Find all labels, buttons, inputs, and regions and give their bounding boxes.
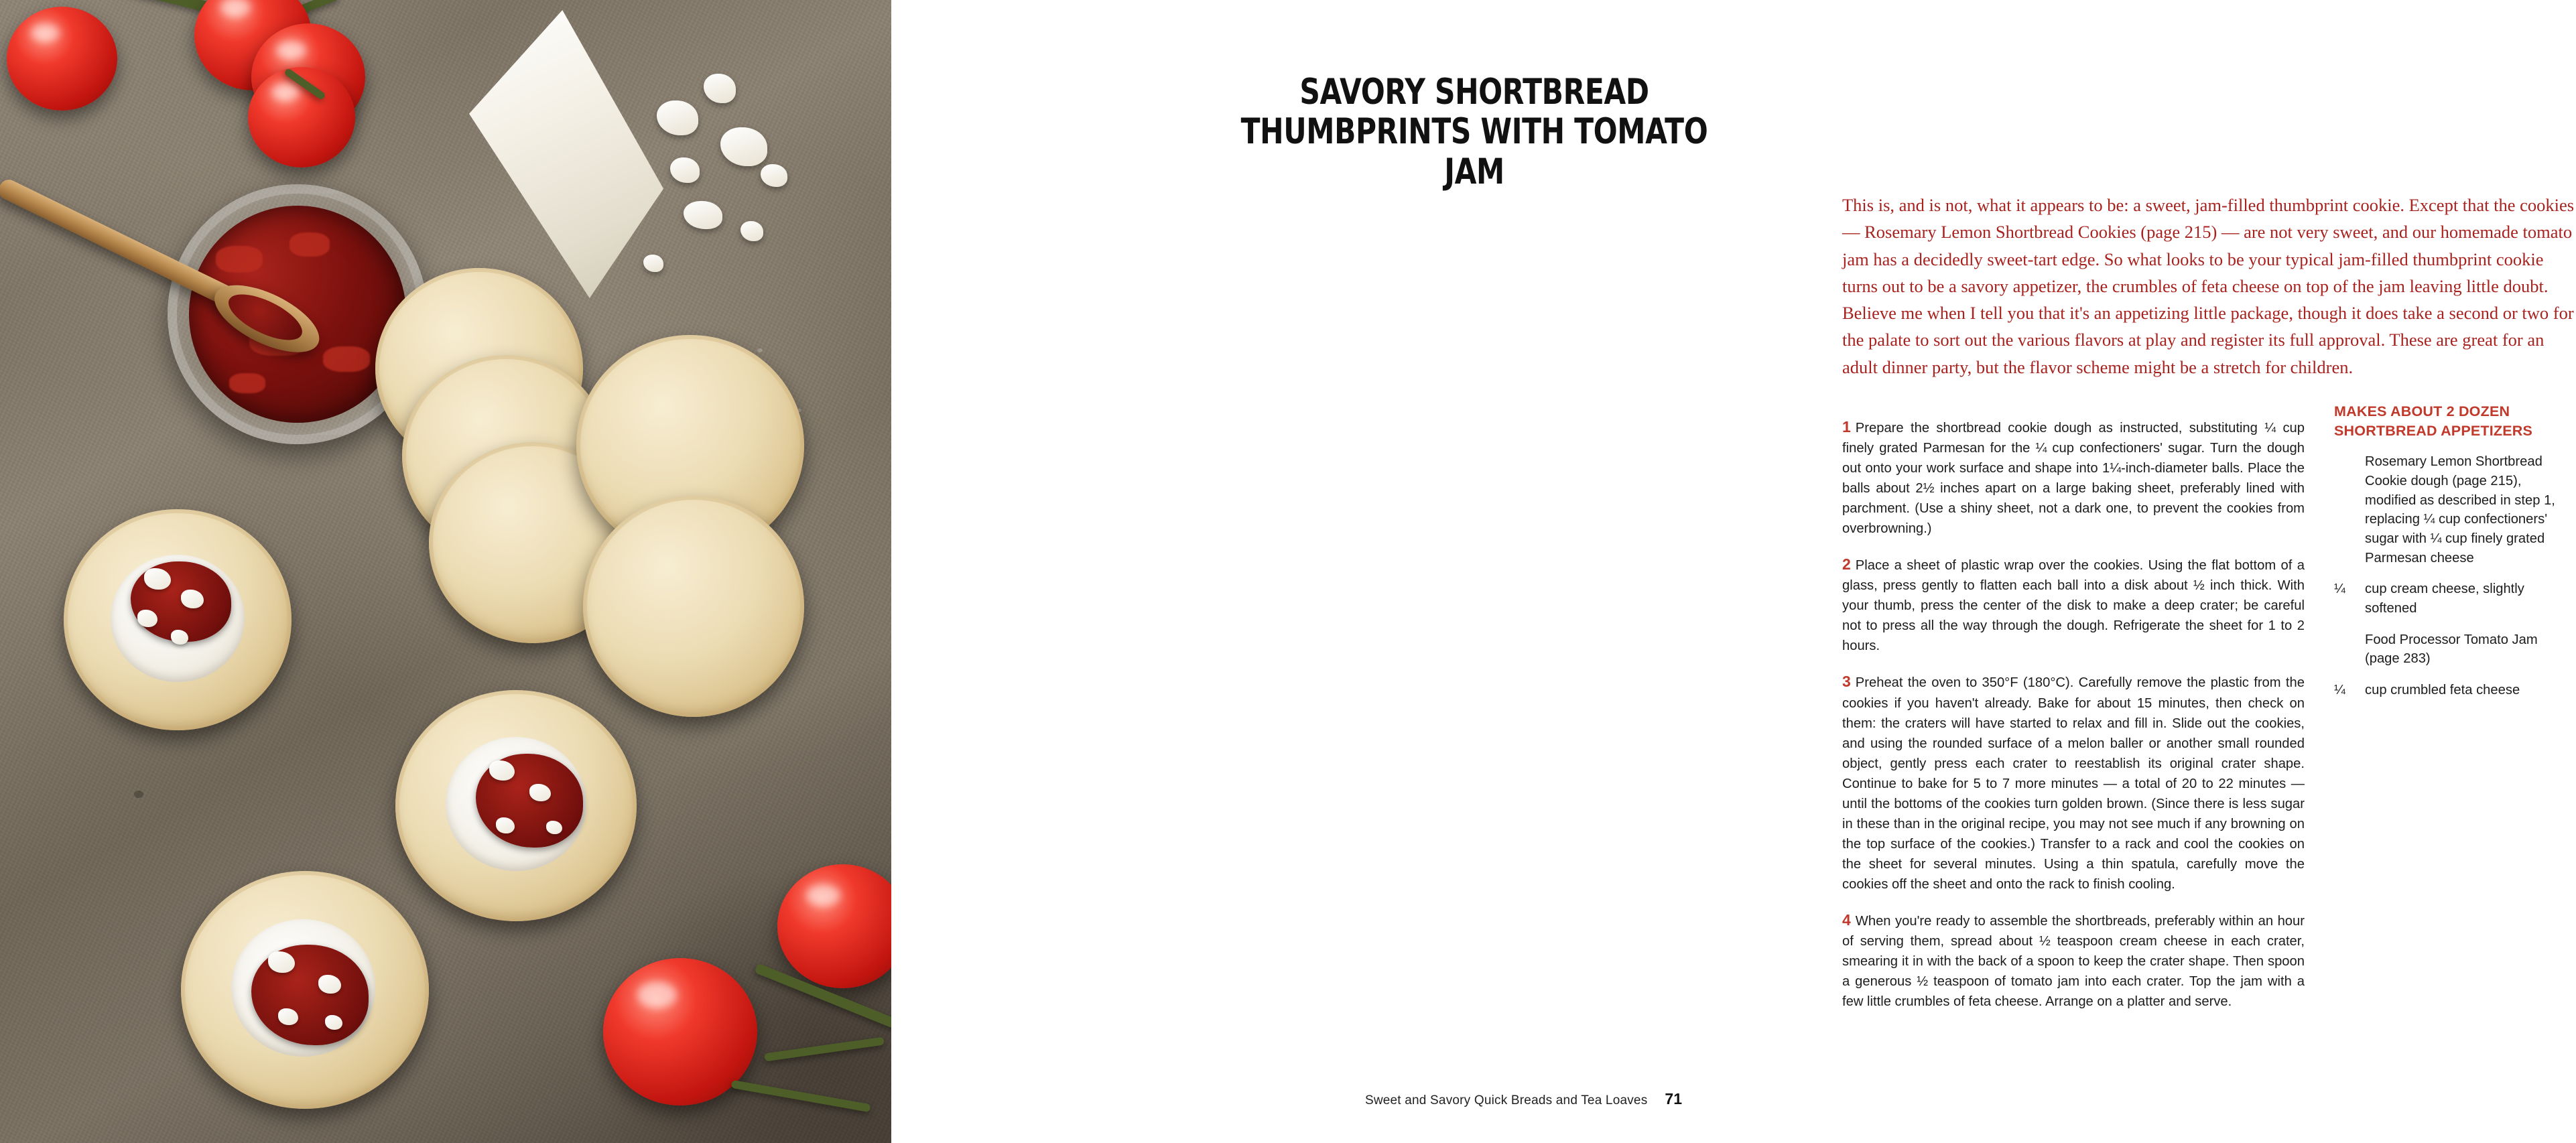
jam-texture xyxy=(289,232,330,257)
recipe-title-line-2: THUMBPRINTS WITH TOMATO JAM xyxy=(1240,111,1708,192)
page-number: 71 xyxy=(1665,1090,1682,1107)
plain-shortbread-cookie xyxy=(583,496,804,717)
feta-crumble-topping xyxy=(181,590,204,608)
pan-pit xyxy=(134,791,143,798)
feta-crumble-topping xyxy=(529,784,551,801)
step-number: 4 xyxy=(1842,911,1851,929)
page-footer xyxy=(1365,1090,1682,1108)
ingredient-amount: ¼ xyxy=(2334,582,2345,597)
flour-speck xyxy=(757,348,763,352)
jam-texture xyxy=(216,246,263,273)
step-text: Preheat the oven to 350°F (180°C). Carefully remove the plastic from the cookies if you haven't already. Bake for about 15 minutes, then check on them: the craters will have started to relax and fill in. Slide out the cookies, and using the rounded surface of a melon baller or another small rounded object, gently press each crater to reestablish its original crater shape. Continue to bake for 5 to 7 more minutes — a total of 20 to 22 minutes — until the bottoms of the cookies turn golden brown. (Since there is less sugar in these than in the original recipe, you may not see much if any browning on the top surface of the cookies.) Transfer to a rack and cool the cookies on the sheet for several minutes. Using a thin spatula, carefully move the cookies off the sheet and onto the rack to finish cooling. xyxy=(1842,675,2305,892)
tomato xyxy=(7,7,117,111)
ingredient-description: cup cream cheese, slightly softened xyxy=(2365,582,2524,616)
recipe-title-line-1: SAVORY SHORTBREAD xyxy=(1299,72,1649,113)
instructions-column xyxy=(1842,402,2305,1026)
ingredient-description: cup crumbled feta cheese xyxy=(2365,683,2520,698)
chapter-title: Sweet and Savory Quick Breads and Tea Loaves xyxy=(1364,1093,1648,1107)
recipe-step xyxy=(1842,670,2305,894)
jam-texture xyxy=(323,346,370,372)
feta-crumble-topping xyxy=(546,821,562,834)
recipe-text-page xyxy=(891,0,2575,1143)
recipe-step xyxy=(1842,553,2305,656)
step-text: When you're ready to assemble the shortbreads, preferably within an hour of serving them, spread about ½ teaspoon cream cheese in each crater, smearing it in with the back of a spoon to keep the crater shape. Then spoon a generous ½ teaspoon of tomato jam into each crater. Top the jam with a few little crumbles of feta cheese. Arrange on a platter and serve. xyxy=(1842,913,2305,1009)
ingredient-item xyxy=(2334,681,2575,700)
tomato xyxy=(777,864,908,988)
ingredient-item xyxy=(2334,452,2575,567)
page-title xyxy=(1206,72,1742,192)
step-number: 1 xyxy=(1842,418,1851,436)
recipe-body-columns xyxy=(1842,402,2576,1026)
yield-heading-line-1: MAKES ABOUT 2 DOZEN xyxy=(2334,403,2510,419)
assembled-thumbprint-cookie xyxy=(395,690,637,921)
feta-crumble-topping xyxy=(278,1008,298,1025)
ingredient-description: Food Processor Tomato Jam (page 283) xyxy=(2365,632,2538,667)
recipe-step xyxy=(1842,909,2305,1012)
feta-crumble-topping xyxy=(318,975,341,994)
feta-crumble-topping xyxy=(496,817,515,833)
recipe-step xyxy=(1842,415,2305,539)
step-text: Prepare the shortbread cookie dough as instructed, substituting ¼ cup finely grated Parmesan for the ¼ cup confectioners' sugar. Turn the dough out onto your work surface and shape into 1¼-inch-diameter balls. Place the balls about 2½ inches apart on a large baking sheet, preferably lined with parchment. (Use a shiny sheet, not a dark one, to prevent the cookies from overbrowning.) xyxy=(1842,421,2305,537)
feta-crumble-topping xyxy=(325,1015,342,1030)
recipe-intro: This is, and is not, what it appears to be: a sweet, jam-filled thumbprint cookie. Except that the cookies — Rosemary Lemon Shortbread Cookies (page 215) — are not very sweet, and our homemade tomato jam has a decidedly sweet-tart edge. So what looks to be your typical jam-filled thumbprint cookie turns out to be a savory appetizer, the crumbles of feta cheese on top of the jam leaving little doubt. Believe me when I tell you that it's an appetizing little package, though it does take a second or two for the palate to sort out the various flavors at play and register its full approval. These are great for an adult dinner party, but the flavor scheme might be a stretch for children. xyxy=(1842,195,2575,377)
assembled-thumbprint-cookie xyxy=(64,509,292,730)
assembled-thumbprint-cookie xyxy=(181,871,429,1109)
step-text: Place a sheet of plastic wrap over the cookies. Using the flat bottom of a glass, press gently to flatten each ball into a disk about ½ inch thick. With your thumb, press the center of the disk to make a deep crater; be careful not to press all the way through the dough. Refrigerate the sheet for 1 to 2 hours. xyxy=(1842,558,2305,654)
ingredients-column xyxy=(2334,402,2575,1026)
ingredient-item xyxy=(2334,630,2575,669)
jam-texture xyxy=(229,373,265,393)
step-number: 2 xyxy=(1842,555,1851,574)
feta-crumble-topping xyxy=(171,630,188,645)
ingredient-amount: ¼ xyxy=(2334,683,2345,698)
feta-crumble-topping xyxy=(137,610,157,627)
ingredient-item xyxy=(2334,580,2575,618)
ingredient-description: Rosemary Lemon Shortbread Cookie dough (page 215), modified as described in step 1, replacing ¼ cup confectioners' sugar with ¼ cup finely grated Parmesan cheese xyxy=(2365,454,2555,565)
yield-heading xyxy=(2334,402,2575,440)
step-number: 3 xyxy=(1842,673,1851,691)
yield-heading-line-2: SHORTBREAD APPETIZERS xyxy=(2334,422,2533,439)
recipe-photo xyxy=(0,0,891,1143)
cookie-edge xyxy=(583,496,804,717)
